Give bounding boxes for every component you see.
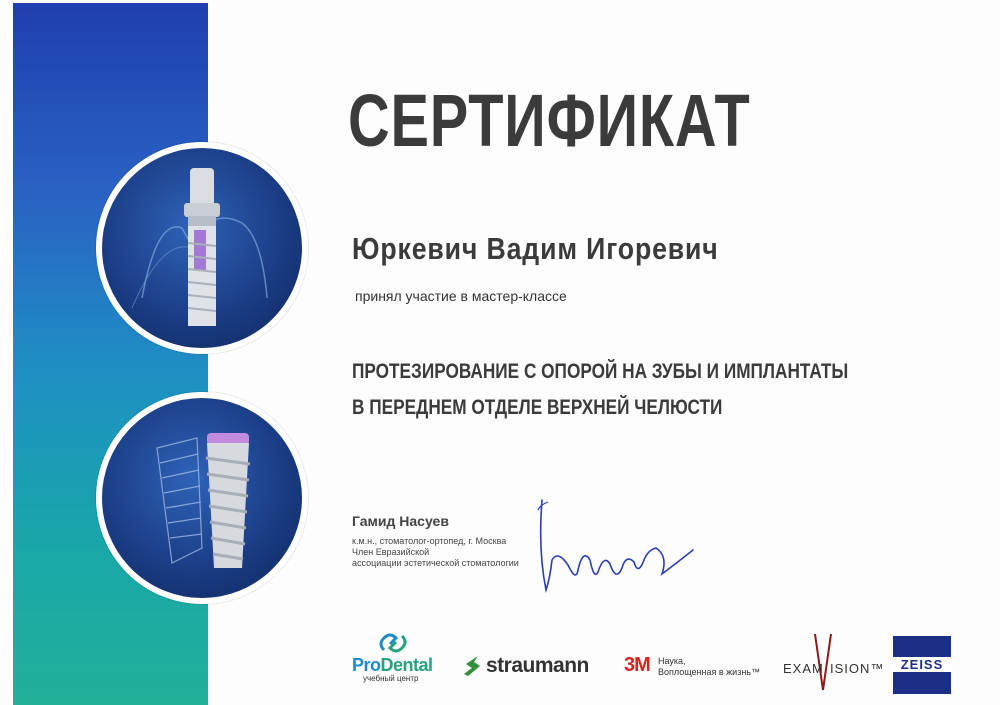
- prodental-logo: [346, 630, 441, 685]
- certificate-title: СЕРТИФИКАТ: [348, 79, 751, 162]
- straumann-logo: [462, 652, 602, 682]
- prodental-dental-text: Dental: [380, 655, 433, 675]
- zeiss-wordmark: ZEISS: [900, 657, 944, 672]
- prodental-mark-icon: [376, 630, 410, 656]
- straumann-mark-icon: [462, 654, 482, 678]
- 3m-tagline-2: Воплощенная в жизнь™: [658, 667, 760, 677]
- prodental-pro-text: Pro: [352, 655, 381, 675]
- prodental-wordmark: [352, 655, 433, 676]
- 3m-wordmark: 3M: [624, 654, 650, 676]
- 3m-tagline-1: Наука,: [658, 656, 686, 666]
- signer-credentials-line-3: ассоциации эстетической стоматологии: [352, 558, 519, 568]
- recipient-name: Юркевич Вадим Игоревич: [352, 231, 719, 266]
- signer-credentials-line-2: Член Евразийской: [352, 547, 430, 557]
- examvision-right-text: ISION™: [830, 661, 885, 676]
- zeiss-logo: [893, 636, 951, 694]
- signer-name: Гамид Насуев: [352, 513, 449, 529]
- straumann-wordmark: straumann: [486, 654, 589, 677]
- course-title-line-2: В ПЕРЕДНЕМ ОТДЕЛЕ ВЕРХНЕЙ ЧЕЛЮСТИ: [352, 396, 723, 419]
- implant-abutment-image: [96, 142, 308, 354]
- handwritten-signature: [528, 490, 703, 615]
- prodental-subtitle: учебный центр: [363, 674, 419, 683]
- implant-screws-image: [96, 392, 308, 604]
- signer-credentials: [352, 536, 552, 569]
- examvision-left-text: EXAM: [783, 661, 824, 676]
- 3m-logo: [624, 654, 774, 684]
- course-title-line-1: ПРОТЕЗИРОВАНИЕ С ОПОРОЙ НА ЗУБЫ И ИМПЛАНТАТЫ: [352, 360, 849, 383]
- signer-credentials-line-1: к.м.н., стоматолог-ортопед, г. Москва: [352, 536, 507, 546]
- participation-text: принял участие в мастер-классе: [355, 288, 567, 304]
- examvision-logo: [783, 632, 885, 694]
